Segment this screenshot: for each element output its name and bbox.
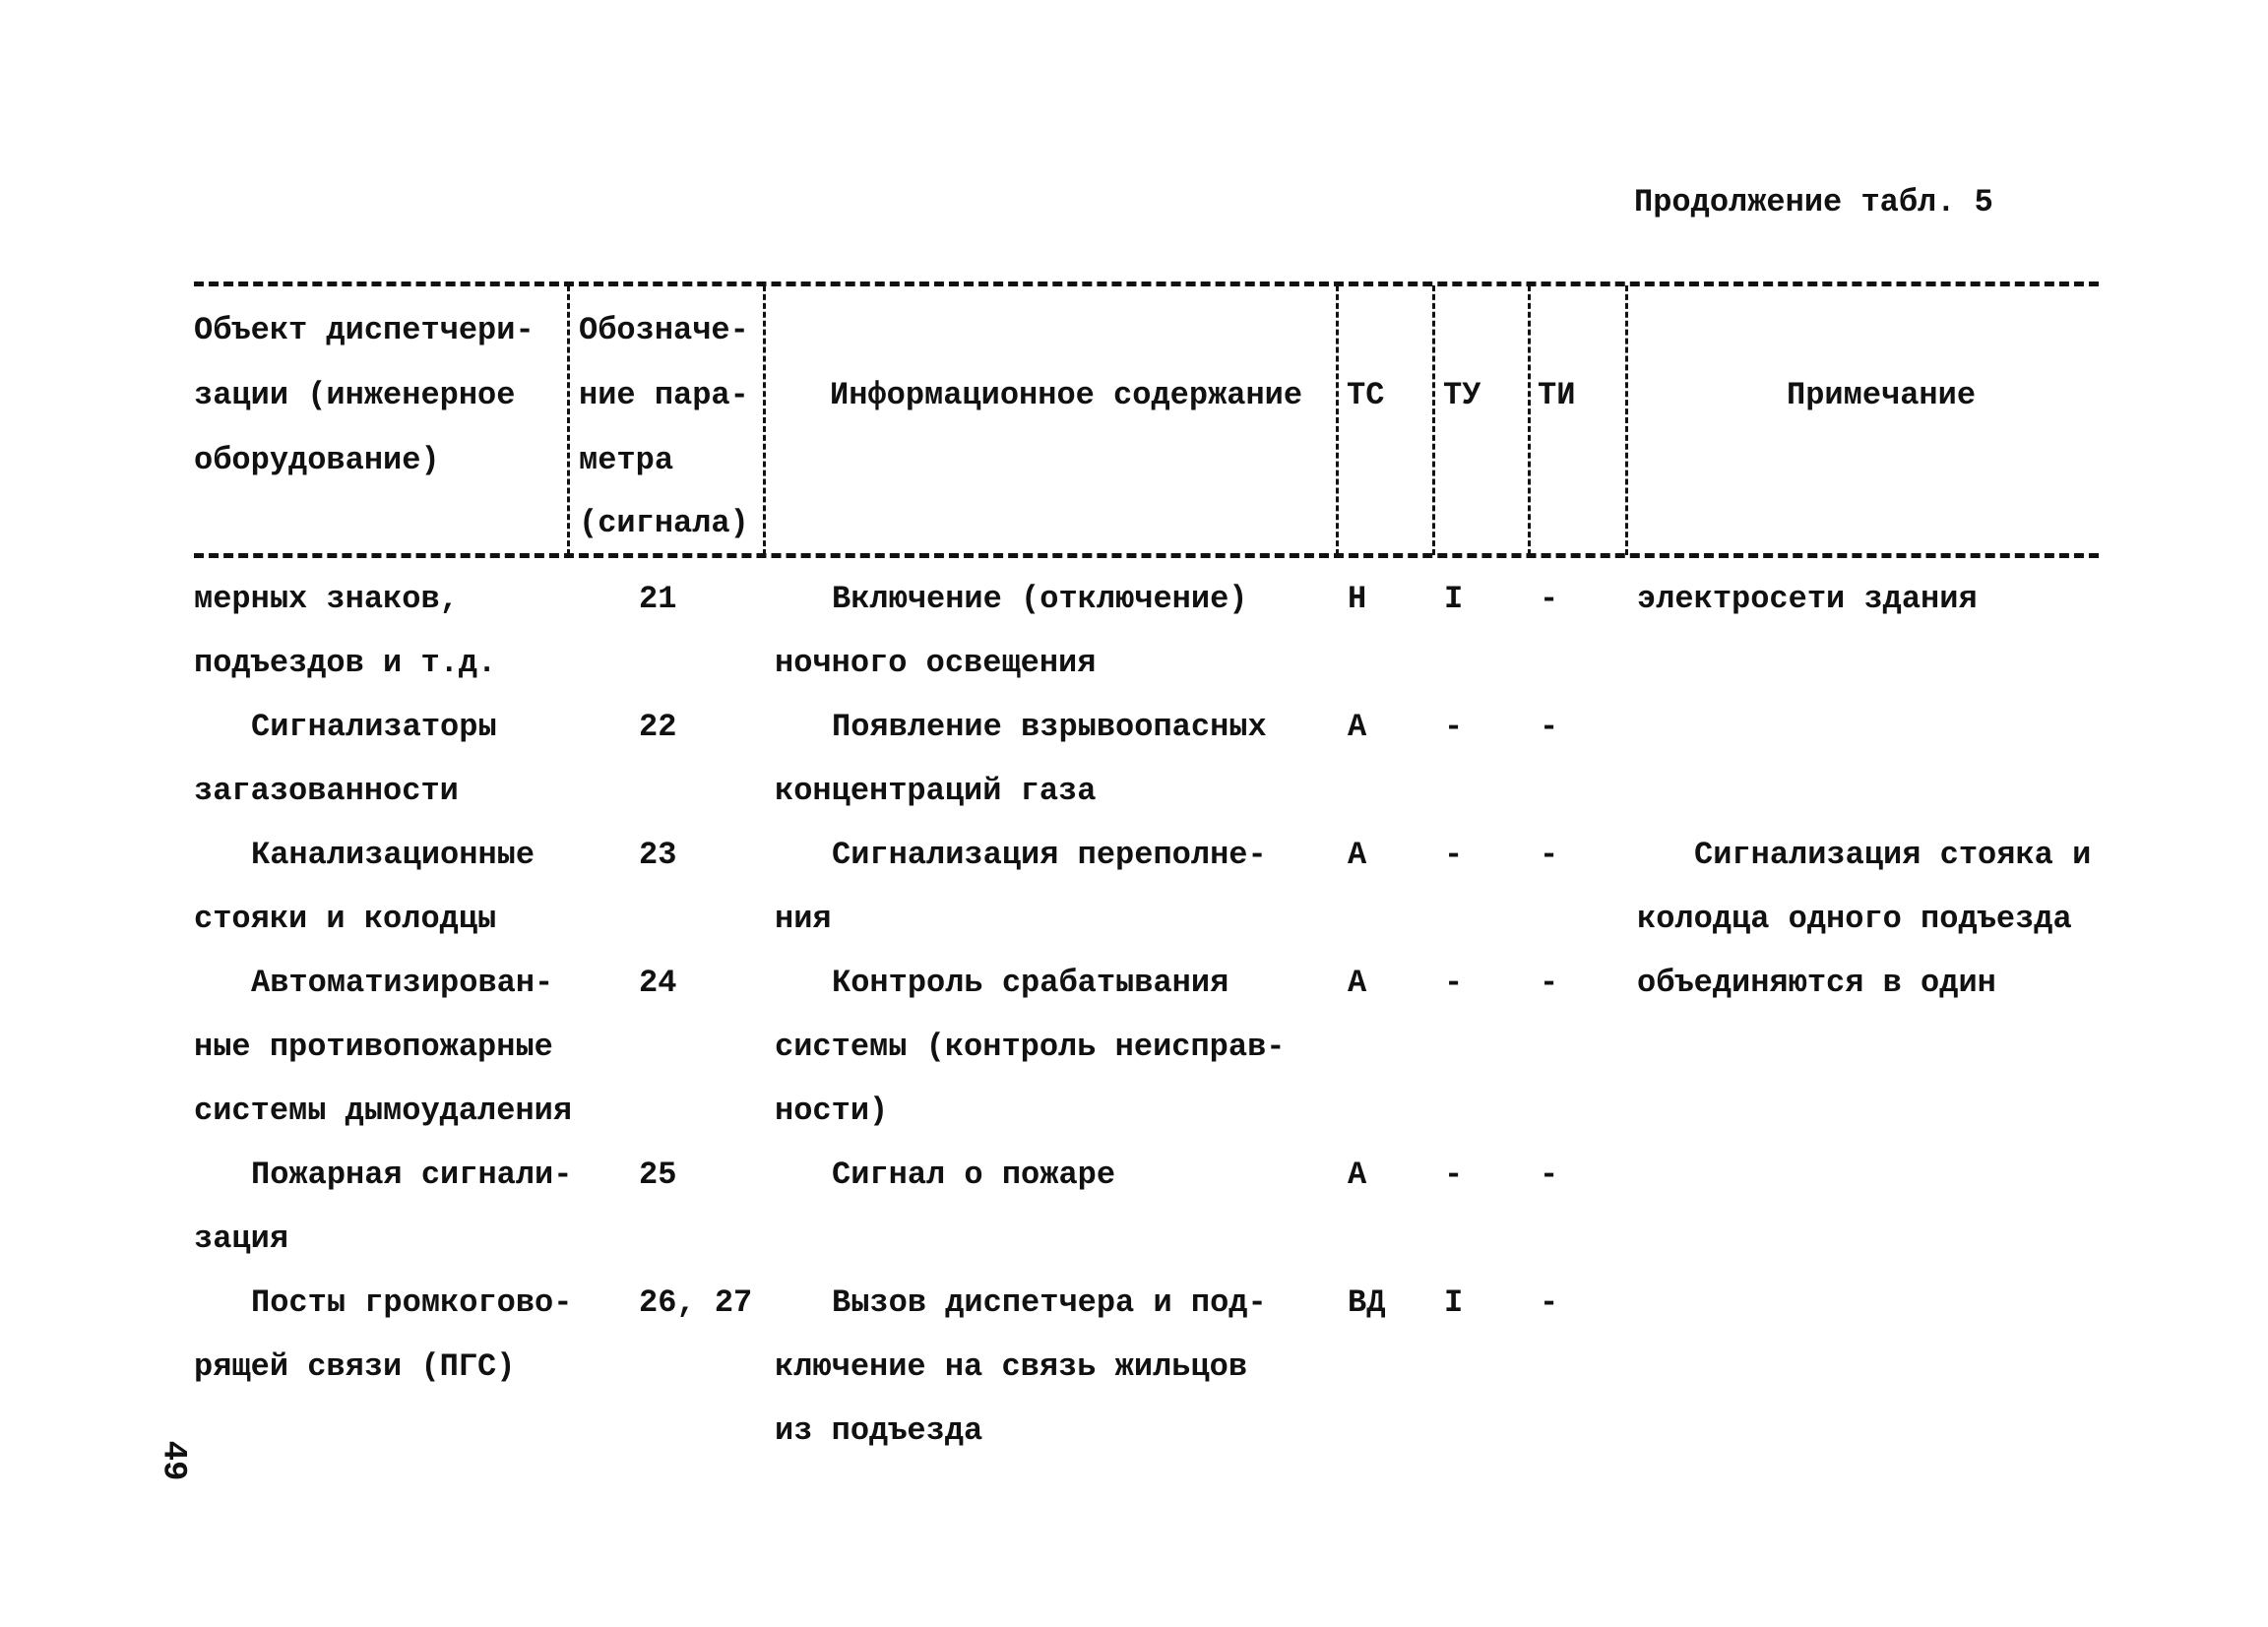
ts-cell: А	[1348, 837, 1367, 873]
header-object-line: зации (инженерное	[194, 377, 516, 413]
code-cell: 24	[639, 965, 677, 1001]
object-cell-line: Пожарная сигнали-	[251, 1157, 573, 1193]
header-ts: ТС	[1347, 377, 1385, 413]
ti-cell: -	[1540, 709, 1559, 745]
tu-cell: -	[1444, 709, 1464, 745]
info-cell-line: концентраций газа	[775, 773, 1097, 809]
column-divider	[1432, 285, 1435, 555]
object-cell-line: мерных знаков,	[194, 581, 459, 617]
header-code-line: ние пара-	[579, 377, 749, 413]
column-divider	[1336, 285, 1339, 555]
code-cell: 23	[639, 837, 677, 873]
column-divider	[567, 285, 570, 555]
code-cell: 21	[639, 581, 677, 617]
info-cell-line: ности)	[775, 1093, 889, 1129]
header-note: Примечание	[1787, 377, 1977, 413]
object-cell-line: Канализационные	[251, 837, 536, 873]
ti-cell: -	[1540, 1157, 1559, 1193]
ti-cell: -	[1540, 581, 1559, 617]
ti-cell: -	[1540, 1284, 1559, 1321]
header-code-line: Обозначе-	[579, 312, 749, 348]
info-cell-line: Сигнал о пожаре	[832, 1157, 1116, 1193]
page-number: 49	[154, 1440, 192, 1481]
header-top-rule	[194, 282, 2099, 286]
column-divider	[1528, 285, 1531, 555]
tu-cell: -	[1444, 1157, 1464, 1193]
info-cell-line: Сигнализация переполне-	[832, 837, 1267, 873]
tu-cell: I	[1444, 581, 1464, 617]
object-cell-line: системы дымоудаления	[194, 1093, 573, 1129]
info-cell-line: ния	[775, 901, 832, 937]
info-cell-line: Контроль срабатывания	[832, 965, 1229, 1001]
object-cell-line: стояки и колодцы	[194, 901, 497, 937]
info-cell-line: ночного освещения	[775, 645, 1097, 681]
note-cell-line: электросети здания	[1637, 581, 1978, 617]
header-code-line: (сигнала)	[579, 505, 749, 541]
info-cell-line: ключение на связь жильцов	[775, 1348, 1248, 1385]
table-caption: Продолжение табл. 5	[1634, 184, 1993, 220]
object-cell-line: Посты громкогово-	[251, 1284, 573, 1321]
object-cell-line: ные противопожарные	[194, 1029, 553, 1065]
ts-cell: А	[1348, 1157, 1367, 1193]
note-cell-line: колодца одного подъезда	[1637, 901, 2072, 937]
header-tu: ТУ	[1443, 377, 1481, 413]
ts-cell: ВД	[1348, 1284, 1386, 1321]
ti-cell: -	[1540, 837, 1559, 873]
object-cell-line: рящей связи (ПГС)	[194, 1348, 516, 1385]
header-ti: ТИ	[1538, 377, 1576, 413]
column-divider	[763, 285, 766, 555]
tu-cell: -	[1444, 965, 1464, 1001]
ti-cell: -	[1540, 965, 1559, 1001]
header-bottom-rule	[194, 553, 2099, 558]
info-cell-line: Включение (отключение)	[832, 581, 1248, 617]
object-cell-line: загазованности	[194, 773, 459, 809]
info-cell-line: системы (контроль неисправ-	[775, 1029, 1286, 1065]
header-object-line: оборудование)	[194, 442, 440, 478]
info-cell-line: Вызов диспетчера и под-	[832, 1284, 1267, 1321]
tu-cell: I	[1444, 1284, 1464, 1321]
ts-cell: А	[1348, 965, 1367, 1001]
object-cell-line: зация	[194, 1220, 289, 1257]
object-cell-line: подъездов и т.д.	[194, 645, 497, 681]
info-cell-line: из подъезда	[775, 1412, 983, 1449]
code-cell: 26, 27	[639, 1284, 753, 1321]
note-cell-line: Сигнализация стояка и	[1694, 837, 2092, 873]
header-object-line: Объект диспетчери-	[194, 312, 535, 348]
column-divider	[1625, 285, 1628, 555]
ts-cell: Н	[1348, 581, 1367, 617]
object-cell-line: Автоматизирован-	[251, 965, 554, 1001]
header-info: Информационное содержание	[830, 377, 1303, 413]
code-cell: 25	[639, 1157, 677, 1193]
header-code-line: метра	[579, 442, 674, 478]
object-cell-line: Сигнализаторы	[251, 709, 497, 745]
code-cell: 22	[639, 709, 677, 745]
note-cell-line: объединяются в один	[1637, 965, 1996, 1001]
info-cell-line: Появление взрывоопасных	[832, 709, 1267, 745]
tu-cell: -	[1444, 837, 1464, 873]
ts-cell: А	[1348, 709, 1367, 745]
